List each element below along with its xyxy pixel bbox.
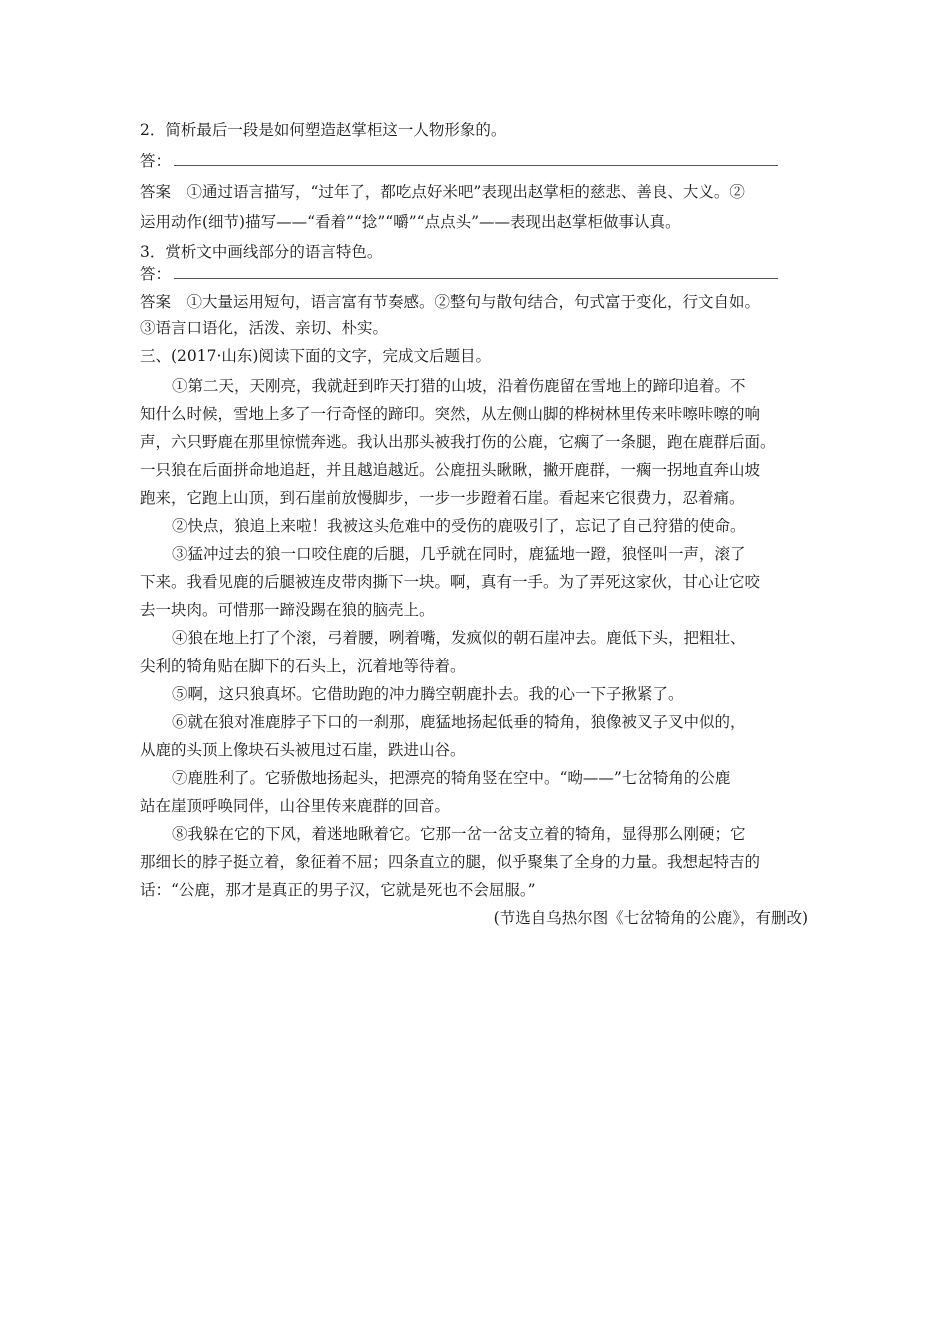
- paragraph-4-line-2: 尖利的犄角贴在脚下的石头上，沉着地等待着。: [140, 657, 466, 675]
- paragraph-1-line-3: 声，六只野鹿在那里惊慌奔逃。我认出那头被我打伤的公鹿，它瘸了一条腿，跑在鹿群后面。: [140, 433, 776, 451]
- paragraph-6-line-1: ⑥就在狼对准鹿脖子下口的一刹那，鹿猛地扬起低垂的犄角，狼像被叉子叉中似的，: [172, 713, 746, 731]
- paragraph-1-line-5: 跑来，它跑上山顶，到石崖前放慢脚步，一步一步蹬着石崖。看起来它很费力，忍着痛。: [140, 489, 745, 507]
- q2-answer-line-2: 运用动作(细节)描写——“看着”“捻”“嚼”“点点头”——表现出赵掌柜做事认真。: [140, 213, 681, 231]
- q2-answer-field: [140, 151, 778, 171]
- q2-question: 2．简析最后一段是如何塑造赵掌柜这一人物形象的。: [140, 121, 507, 139]
- q2-answer-label: 答：: [140, 152, 172, 170]
- paragraph-8-line-2: 那细长的脖子挺立着，象征着不屈；四条直立的腿，似乎聚集了全身的力量。我想起特吉的: [140, 853, 761, 871]
- paragraph-5-line-1: ⑤啊，这只狼真坏。它借助跑的冲力腾空朝鹿扑去。我的心一下子揪紧了。: [172, 685, 684, 703]
- paragraph-7-line-1: ⑦鹿胜利了。它骄傲地扬起头，把漂亮的犄角竖在空中。“呦——”七岔犄角的公鹿: [172, 769, 731, 787]
- paragraph-8-line-3: 话：“公鹿，那才是真正的男子汉，它就是死也不会屈服。”: [140, 881, 536, 899]
- q3-answer-line-2: ③语言口语化，活泼、亲切、朴实。: [140, 319, 389, 337]
- q3-answer-label: 答：: [140, 265, 172, 283]
- q3-answer-underline: [174, 278, 778, 279]
- q2-answer-line-1: 答案 ①通过语言描写，“过年了，都吃点好米吧”表现出赵掌柜的慈悲、善良、大义。②: [140, 183, 745, 201]
- paragraph-8-line-1: ⑧我躲在它的下风，着迷地瞅着它。它那一岔一岔支立着的犄角，显得那么刚硬；它: [172, 825, 746, 843]
- q3-answer-line-1: 答案 ①大量运用短句，语言富有节奏感。②整句与散句结合，句式富于变化，行文自如。: [140, 293, 761, 311]
- q3-question: 3．赏析文中画线部分的语言特色。: [140, 243, 383, 261]
- paragraph-1-line-1: ①第二天，天刚亮，我就赶到昨天打猎的山坡，沿着伤鹿留在雪地上的蹄印追着。不: [172, 377, 746, 395]
- paragraph-3-line-3: 去一块肉。可惜那一蹄没踢在狼的脑壳上。: [140, 601, 435, 619]
- q3-answer-field: [140, 264, 778, 284]
- paragraph-6-line-2: 从鹿的头顶上像块石头被甩过石崖，跌进山谷。: [140, 741, 466, 759]
- paragraph-2-line-1: ②快点，狼追上来啦！我被这头危难中的受伤的鹿吸引了，忘记了自己狩猎的使命。: [172, 517, 746, 535]
- paragraph-1-line-2: 知什么时候，雪地上多了一行奇怪的蹄印。突然，从左侧山脚的桦树林里传来咔嚓咔嚓的响: [140, 405, 761, 423]
- q2-answer-underline: [174, 165, 778, 166]
- paragraph-3-line-1: ③猛冲过去的狼一口咬住鹿的后腿，几乎就在同时，鹿猛地一蹬，狼怪叫一声，滚了: [172, 545, 746, 563]
- section-heading: 三、(2017·山东)阅读下面的文字，完成文后题目。: [140, 347, 491, 365]
- paragraph-3-line-2: 下来。我看见鹿的后腿被连皮带肉撕下一块。啊，真有一手。为了弄死这家伙，甘心让它咬: [140, 573, 761, 591]
- paragraph-7-line-2: 站在崖顶呼唤同伴，山谷里传来鹿群的回音。: [140, 797, 451, 815]
- source-citation: (节选自乌热尔图《七岔犄角的公鹿》，有删改): [493, 909, 808, 927]
- paragraph-4-line-1: ④狼在地上打了个滚，弓着腰，咧着嘴，发疯似的朝石崖冲去。鹿低下头，把粗壮、: [172, 629, 746, 647]
- paragraph-1-line-4: 一只狼在后面拼命地追赶，并且越追越近。公鹿扭头瞅瞅，撇开鹿群，一瘸一拐地直奔山坡: [140, 461, 761, 479]
